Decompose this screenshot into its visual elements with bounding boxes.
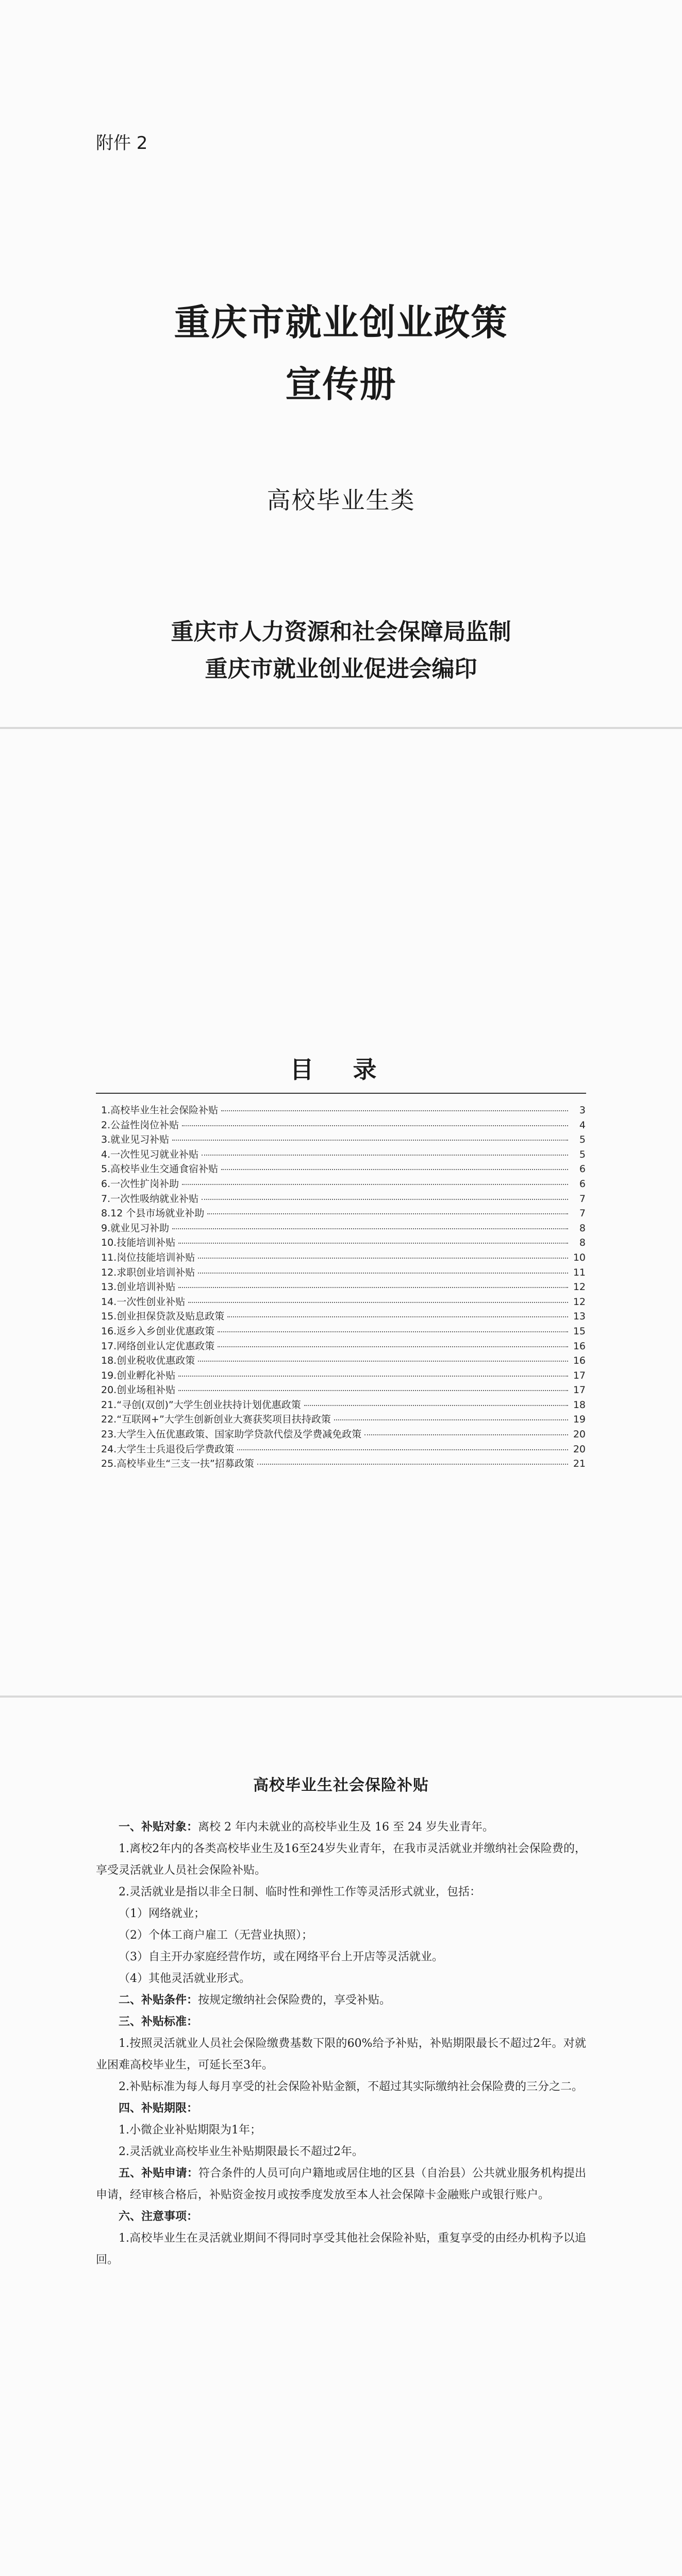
toc-item-label: 18.创业税收优惠政策 <box>101 1355 195 1367</box>
heading-notes: 六、注意事项： <box>119 2210 198 2223</box>
toc-item-label: 7.一次性吸纳就业补贴 <box>101 1193 199 1205</box>
toc-leader-dots <box>188 1302 568 1303</box>
toc-item-page: 18 <box>573 1399 586 1411</box>
toc-item[interactable] <box>101 1117 586 1132</box>
toc-item-label: 1.高校毕业生社会保险补贴 <box>101 1105 219 1116</box>
toc-item[interactable] <box>101 1176 586 1191</box>
paragraph: （3）自主开办家庭经营作坊，或在网络平台上开店等灵活就业。 <box>119 1951 443 1963</box>
attachment-label: 附件 2 <box>96 133 148 154</box>
toc-item-page: 11 <box>573 1266 586 1278</box>
toc-leader-dots <box>178 1390 568 1391</box>
toc-item-page: 8 <box>579 1237 586 1249</box>
paragraph: 二、补贴条件：按规定缴纳社会保险费的，享受补贴。 <box>119 1994 391 2007</box>
toc-item-label: 24.大学生士兵退役后学费政策 <box>101 1443 235 1455</box>
toc-item[interactable] <box>101 1442 586 1456</box>
toc-item-page: 7 <box>579 1208 586 1219</box>
toc-item-label: 5.高校毕业生交通食宿补贴 <box>101 1163 219 1175</box>
paragraph: 1.小微企业补贴期限为1年； <box>119 2124 261 2137</box>
toc-leader-dots <box>178 1243 568 1244</box>
toc-leader-dots <box>221 1169 568 1170</box>
toc-leader-dots <box>178 1376 568 1377</box>
toc-item[interactable] <box>101 1221 586 1235</box>
cover-title-line1: 重庆市就业创业政策 <box>174 301 508 344</box>
toc-leader-dots <box>257 1464 568 1465</box>
toc-title: 目 录 <box>290 1056 392 1083</box>
toc-item-label: 15.创业担保贷款及贴息政策 <box>101 1311 225 1323</box>
paragraph: （4）其他灵活就业形式。 <box>119 1972 251 1985</box>
toc-leader-dots <box>364 1434 568 1435</box>
toc-item[interactable] <box>101 1279 586 1294</box>
toc-leader-dots <box>198 1258 568 1259</box>
toc-item-label: 16.返乡入乡创业优惠政策 <box>101 1325 215 1337</box>
toc-leader-dots <box>237 1449 568 1450</box>
cover-page <box>0 0 682 729</box>
heading-standard: 三、补贴标准： <box>119 2015 198 2028</box>
toc-item[interactable] <box>101 1338 586 1353</box>
toc-item[interactable] <box>101 1294 586 1309</box>
toc-item[interactable] <box>101 1382 586 1397</box>
toc-leader-dots <box>304 1405 568 1406</box>
paragraph <box>96 2011 586 2033</box>
toc-leader-dots <box>178 1287 568 1288</box>
toc-item-label: 17.网络创业认定优惠政策 <box>101 1340 215 1352</box>
heading-target: 一、补贴对象： <box>119 1821 198 1834</box>
toc-page <box>0 729 682 1698</box>
toc-leader-dots <box>218 1331 568 1332</box>
toc-item-label: 10.技能培训补贴 <box>101 1237 176 1249</box>
toc-leader-dots <box>202 1199 568 1200</box>
paragraph: 1.按照灵活就业人员社会保险缴费基数下限的60%给予补贴，补贴期限最长不超过2年。对就业困难高校毕业生，可延长至3年。 <box>96 2037 586 2072</box>
toc-item-label: 22.“互联网+”大学生创新创业大赛获奖项目扶持政策 <box>101 1414 331 1426</box>
paragraph: 1.高校毕业生在灵活就业期间不得同时享受其他社会保险补贴，重复享受的由经办机构予以追回。 <box>96 2232 586 2266</box>
toc-item-page: 15 <box>573 1325 586 1337</box>
toc-item[interactable] <box>101 1103 586 1117</box>
toc-item[interactable] <box>101 1235 586 1250</box>
toc-item-label: 25.高校毕业生“三支一扶”招募政策 <box>101 1458 254 1470</box>
toc-leader-dots <box>221 1110 568 1111</box>
paragraph: 五、补贴申请：符合条件的人员可向户籍地或居住地的区县（自治县）公共就业服务机构提出申请，经审核合格后，补贴资金按月或按季度发放至本人社会保障卡金融账户或银行账户。 <box>96 2167 586 2201</box>
toc-item[interactable] <box>101 1161 586 1176</box>
toc-item-page: 16 <box>573 1355 586 1367</box>
toc-item-label: 3.就业见习补贴 <box>101 1134 170 1146</box>
cover-subtitle: 高校毕业生类 <box>267 486 415 514</box>
toc-item[interactable] <box>101 1368 586 1383</box>
toc-item-label: 11.岗位技能培训补贴 <box>101 1251 195 1263</box>
toc-item[interactable] <box>101 1324 586 1338</box>
toc-item-label: 20.创业场租补贴 <box>101 1384 176 1396</box>
toc-item-page: 16 <box>573 1340 586 1352</box>
toc-divider <box>96 1093 586 1094</box>
toc-item-page: 12 <box>573 1296 586 1308</box>
org-line1: 重庆市人力资源和社会保障局监制 <box>171 619 511 645</box>
toc-item-label: 9.就业见习补助 <box>101 1222 170 1234</box>
toc-item-label: 21.“寻创(双创)”大学生创业扶持计划优惠政策 <box>101 1399 301 1411</box>
heading-application: 五、补贴申请： <box>119 2167 198 2180</box>
toc-item-label: 23.大学生入伍优惠政策、国家助学贷款代偿及学费减免政策 <box>101 1429 362 1440</box>
toc-item-page: 12 <box>573 1281 586 1293</box>
toc-item-page: 19 <box>573 1414 586 1426</box>
paragraph <box>96 2098 586 2120</box>
toc-leader-dots <box>182 1184 568 1185</box>
toc-item-page: 5 <box>579 1148 586 1160</box>
paragraph: 2.灵活就业是指以非全日制、临时性和弹性工作等灵活形式就业，包括： <box>119 1886 481 1899</box>
toc-item-page: 21 <box>573 1458 586 1470</box>
toc-item-page: 20 <box>573 1429 586 1440</box>
toc-item-page: 13 <box>573 1311 586 1323</box>
toc-leader-dots <box>172 1228 568 1229</box>
paragraph: 2.灵活就业高校毕业生补贴期限最长不超过2年。 <box>119 2145 363 2158</box>
toc-item-page: 5 <box>579 1134 586 1146</box>
toc-item[interactable] <box>101 1265 586 1280</box>
heading-period: 四、补贴期限： <box>119 2102 198 2115</box>
toc-item[interactable] <box>101 1250 586 1265</box>
toc-item[interactable] <box>101 1412 586 1427</box>
toc-leader-dots <box>198 1361 568 1362</box>
toc-item[interactable] <box>101 1456 586 1471</box>
toc-leader-dots <box>172 1140 568 1141</box>
toc-item-page: 17 <box>573 1369 586 1381</box>
toc-item-page: 6 <box>579 1163 586 1175</box>
toc-item-page: 3 <box>579 1105 586 1116</box>
toc-item-label: 8.12 个县市场就业补助 <box>101 1208 205 1219</box>
toc-item-page: 4 <box>579 1119 586 1131</box>
toc-leader-dots <box>218 1346 568 1347</box>
toc-list <box>101 1103 586 1471</box>
toc-item-label: 19.创业孵化补贴 <box>101 1369 176 1381</box>
toc-item[interactable] <box>101 1147 586 1162</box>
paragraph: 2.补贴标准为每人每月享受的社会保险补贴金额，不超过其实际缴纳社会保险费的三分之二。 <box>119 2080 583 2093</box>
toc-item-page: 6 <box>579 1178 586 1190</box>
toc-item[interactable] <box>101 1353 586 1368</box>
cover-title-line2: 宣传册 <box>285 363 397 405</box>
toc-item[interactable] <box>101 1191 586 1206</box>
heading-conditions: 二、补贴条件： <box>119 1994 198 2007</box>
toc-item[interactable] <box>101 1427 586 1442</box>
org-line2: 重庆市就业创业促进会编印 <box>205 656 477 682</box>
paragraph: （2）个体工商户雇工（无营业执照）； <box>119 1929 313 1942</box>
toc-item-page: 17 <box>573 1384 586 1396</box>
toc-item-label: 13.创业培训补贴 <box>101 1281 176 1293</box>
section-title-insurance: 高校毕业生社会保险补贴 <box>253 1776 429 1794</box>
toc-item[interactable] <box>101 1309 586 1324</box>
toc-item-label: 4.一次性见习就业补贴 <box>101 1148 199 1160</box>
toc-item-page: 10 <box>573 1251 586 1263</box>
toc-item[interactable] <box>101 1206 586 1221</box>
toc-leader-dots <box>227 1316 568 1317</box>
toc-item[interactable] <box>101 1397 586 1412</box>
toc-item-label: 12.求职创业培训补贴 <box>101 1266 195 1278</box>
toc-item-page: 20 <box>573 1443 586 1455</box>
toc-item-page: 8 <box>579 1222 586 1234</box>
toc-leader-dots <box>198 1273 568 1274</box>
toc-leader-dots <box>182 1125 568 1126</box>
toc-leader-dots <box>202 1155 568 1156</box>
toc-item[interactable] <box>101 1132 586 1147</box>
content-page-1 <box>0 1698 682 2576</box>
paragraph: 一、补贴对象：离校 2 年内未就业的高校毕业生及 16 至 24 岁失业青年。 <box>119 1821 494 1834</box>
toc-item-label: 2.公益性岗位补贴 <box>101 1119 179 1131</box>
toc-leader-dots <box>334 1419 568 1420</box>
toc-item-page: 7 <box>579 1193 586 1205</box>
paragraph: 1.离校2年内的各类高校毕业生及16至24岁失业青年，在我市灵活就业并缴纳社会保险费的，享受灵活就业人员社会保险补贴。 <box>96 1842 586 1877</box>
toc-leader-dots <box>207 1213 568 1214</box>
paragraph <box>96 2206 586 2228</box>
toc-item-label: 14.一次性创业补贴 <box>101 1296 186 1308</box>
toc-item-label: 6.一次性扩岗补助 <box>101 1178 179 1190</box>
paragraph: （1）网络就业； <box>119 1907 205 1920</box>
